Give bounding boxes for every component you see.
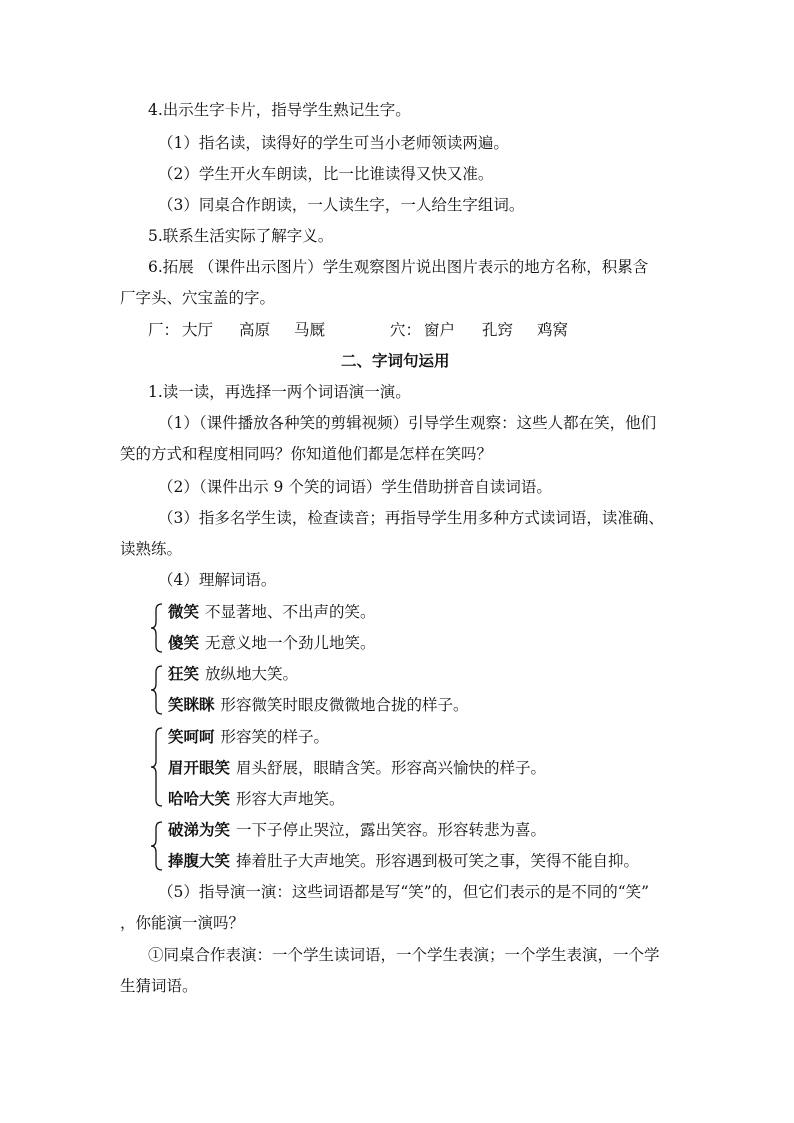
item-1-5-line-2: ，你能演一演吗？ — [120, 914, 245, 932]
chang-word: 大厅 — [182, 321, 214, 339]
vocab-word: 微笑 — [168, 602, 200, 621]
item-1-5-sub-line-2: 生猜词语。 — [120, 977, 198, 995]
item-1-1-line-1: （1）（课件播放各种笑的剪辑视频）引导学生观察：这些人都在笑，他们 — [158, 414, 657, 432]
vocab-word: 哈哈大笑 — [168, 789, 231, 808]
step-5: 5.联系生活实际了解字义。 — [148, 227, 334, 245]
brace-icon — [150, 664, 164, 716]
item-1-2: （2）（课件出示 9 个笑的词语）学生借助拼音自读词语。 — [158, 478, 552, 496]
item-1-1-line-2: 笑的方式和程度相同吗？你知道他们都是怎样在笑吗？ — [120, 445, 493, 463]
item-1-5-sub-line-1: ①同桌合作表演：一个学生读词语，一个学生表演；一个学生表演，一个学 — [148, 946, 660, 964]
brace-icon — [150, 726, 164, 808]
vocab-definition: 一下子停止哭泣，露出笑容。形容转悲为喜。 — [236, 821, 547, 839]
vocab-word: 笑呵呵 — [168, 727, 215, 746]
vocab-row — [168, 664, 298, 684]
xue-label: 穴： — [390, 321, 422, 339]
vocab-word: 破涕为笑 — [168, 820, 231, 839]
brace-icon — [150, 602, 164, 654]
vocab-word: 傻笑 — [168, 633, 200, 652]
item-1-3-line-2: 读熟练。 — [120, 540, 183, 558]
xue-word: 窗户 — [424, 321, 456, 339]
vocab-definition: 不显著地、不出声的笑。 — [205, 603, 376, 621]
xue-word: 鸡窝 — [537, 321, 569, 339]
item-1-4: （4）理解词语。 — [158, 571, 277, 589]
vocab-word: 狂笑 — [168, 664, 200, 683]
vocab-definition: 形容笑的样子。 — [220, 728, 330, 746]
vocab-definition: 放纵地大笑。 — [205, 665, 299, 683]
item-1-3-line-1: （3）指多名学生读，检查读音；再指导学生用多种方式读词语，读准确、 — [158, 509, 664, 527]
vocab-row — [168, 820, 546, 840]
item-1-5-line-1: （5）指导演一演：这些词语都是写“笑”的，但它们表示的是不同的“笑” — [158, 883, 650, 901]
xue-word: 孔窍 — [482, 321, 514, 339]
vocab-row — [168, 789, 345, 809]
chang-word: 马厩 — [294, 321, 326, 339]
vocab-word: 眉开眼笑 — [168, 758, 231, 777]
vocab-definition: 眉头舒展，眼睛含笑。形容高兴愉快的样子。 — [236, 759, 547, 777]
step-4-2: （2）学生开火车朗读，比一比谁读得又快又准。 — [158, 165, 494, 183]
vocab-row — [168, 851, 639, 871]
step-6-line-1: 6.拓展 （课件出示图片）学生观察图片说出图片表示的地方名称，积累含 — [148, 258, 649, 276]
step-6-line-2: 厂字头、穴宝盖的字。 — [120, 289, 276, 307]
vocab-row — [168, 758, 546, 778]
vocab-row — [168, 727, 329, 747]
vocab-word: 捧腹大笑 — [168, 851, 231, 870]
vocab-definition: 形容大声地笑。 — [236, 790, 345, 808]
step-4: 4.出示生字卡片，指导学生熟记生字。 — [148, 101, 411, 119]
vocab-definition: 捧着肚子大声地笑。形容遇到极可笑之事，笑得不能自抑。 — [236, 852, 640, 870]
chang-word: 高原 — [239, 321, 271, 339]
step-4-3: （3）同桌合作朗读，一人读生字，一人给生字组词。 — [158, 196, 525, 214]
brace-icon — [150, 820, 164, 872]
chang-label: 厂： — [148, 321, 180, 339]
item-1: 1.读一读，再选择一两个词语演一演。 — [148, 383, 411, 401]
vocab-definition: 形容微笑时眼皮微微地合拢的样子。 — [220, 696, 469, 714]
vocab-row — [168, 602, 376, 622]
section-title: 二、字词句运用 — [341, 351, 450, 370]
vocab-word: 笑眯眯 — [168, 695, 215, 714]
vocab-definition: 无意义地一个劲儿地笑。 — [205, 634, 376, 652]
step-4-1: （1）指名读，读得好的学生可当小老师领读两遍。 — [158, 134, 509, 152]
vocab-row — [168, 633, 376, 653]
vocab-row — [168, 695, 469, 715]
